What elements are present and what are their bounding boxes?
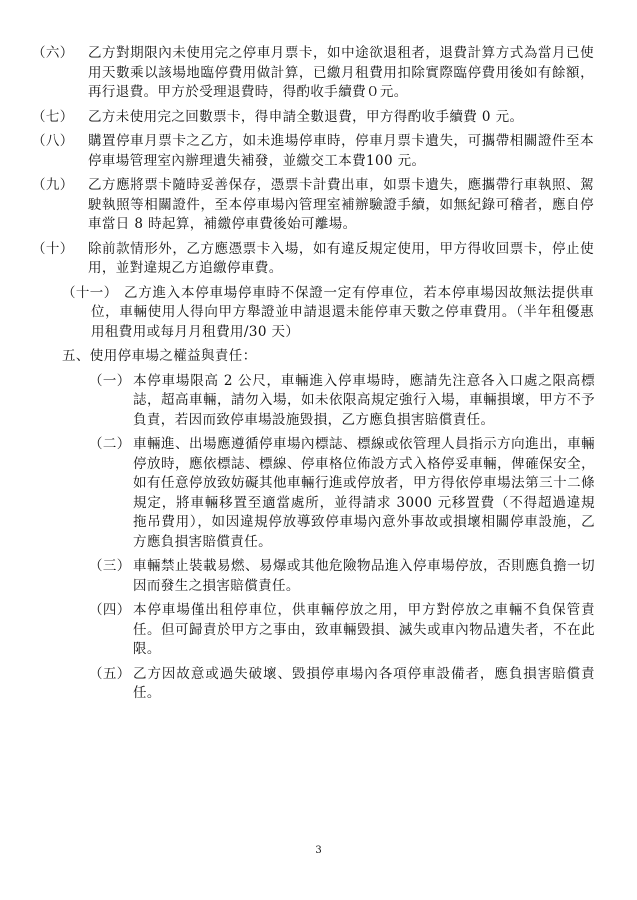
section5-clause-4 bbox=[89, 601, 595, 660]
clause-text: 車輛禁止裝載易燃、易爆或其他危險物品進入停車場停放，否則應負擔一切因而發生之損害賠償責任。 bbox=[133, 558, 595, 594]
clause-text: 乙方因故意或過失破壞、毀損停車場內各項停車設備者，應負損害賠償責任。 bbox=[133, 665, 595, 701]
clause-number: （三） bbox=[89, 558, 131, 574]
section5-clause-1 bbox=[89, 372, 595, 431]
section5-clause-3 bbox=[89, 557, 595, 596]
clause-6 bbox=[32, 44, 594, 103]
clause-text: 車輛進、出場應遵循停車場內標誌、標線或依管理人員指示方向進出，車輛停放時，應依標誌、標線、停車格位佈設方式入格停妥車輛，俾確保安全，如有任意停放致妨礙其他車輛行進或停放者，甲方得依停車場法第三十二條規定，將車輛移置至適當處所，並得請求 3000 元移置費（不得超過違規拖吊費用），如因違規停放導致停車場內意外事故或損壞相關停車設施，乙方應負損害賠償責任。 bbox=[133, 436, 595, 550]
clause-number: （五） bbox=[89, 665, 131, 682]
clause-number: （四） bbox=[89, 602, 131, 618]
clause-number: （六） bbox=[32, 45, 74, 61]
clause-text: 本停車場僅出租停車位，供車輛停放之用，甲方對停放之車輛不負保管責任。但可歸責於甲方之事由，致車輛毀損、滅失或車內物品遺失者，不在此限。 bbox=[133, 602, 595, 657]
clause-8 bbox=[32, 132, 594, 171]
clause-number: （七） bbox=[32, 108, 74, 125]
page-number: 3 bbox=[315, 845, 322, 856]
section-heading: 五、使用停車場之權益與責任： bbox=[62, 348, 257, 364]
clause-text: 乙方進入本停車場停車時不保證一定有停車位，若本停車場因故無法提供車位，車輛使用人得向甲方舉證並申請退還未能停車天數之停車費用。（半年租優惠用租費用或每月月租費用/30 天） bbox=[91, 284, 594, 340]
clause-number: （九） bbox=[32, 177, 74, 193]
clause-7 bbox=[32, 108, 594, 128]
section5-clause-5 bbox=[89, 665, 595, 704]
clause-9 bbox=[32, 176, 594, 235]
clause-11 bbox=[62, 284, 594, 343]
section5-clause-2 bbox=[89, 435, 595, 552]
clause-text: 本停車場限高 2 公尺，車輛進入停車場時，應請先注意各入口處之限高標誌，超高車輛，請勿入場，如未依限高規定強行入場，車輛損壞，甲方不予負責，若因而致停車場設施毀損，乙方應負損害賠償責任。 bbox=[133, 372, 595, 428]
clause-10 bbox=[32, 240, 594, 279]
clause-text: 乙方應將票卡隨時妥善保存，憑票卡計費出車，如票卡遺失，應攜帶行車執照、駕駛執照等相關證件，至本停車場內管理室補辦驗證手續，如無紀錄可稽者，應自停車當日 8 時起算，補繳停車費後始可離場。 bbox=[88, 177, 594, 232]
clause-text: 乙方未使用完之回數票卡，得申請全數退費，甲方得酌收手續費 0 元。 bbox=[88, 108, 524, 125]
clause-text: 乙方對期限內未使用完之停車月票卡，如中途欲退租者，退費計算方式為當月已使用天數乘以該場地臨停費用做計算，已繳月租費用扣除實際臨停費用後如有餘額，再行退費。甲方於受理退費時，得酌收手續費０元。 bbox=[88, 45, 594, 100]
clause-number: （二） bbox=[89, 436, 131, 452]
clause-number: （一） bbox=[89, 372, 131, 389]
clause-number: （八） bbox=[32, 133, 74, 149]
clause-text: 購置停車月票卡之乙方，如未進場停車時，停車月票卡遺失，可攜帶相關證件至本停車場管理室內辦理遺失補發，並繳交工本費100 元。 bbox=[88, 133, 594, 169]
clause-number: （十一） bbox=[62, 284, 118, 301]
clause-number: （十） bbox=[32, 240, 74, 257]
clause-text: 除前款情形外，乙方應憑票卡入場，如有違反規定使用，甲方得收回票卡，停止使用，並對違規乙方追繳停車費。 bbox=[88, 240, 594, 276]
